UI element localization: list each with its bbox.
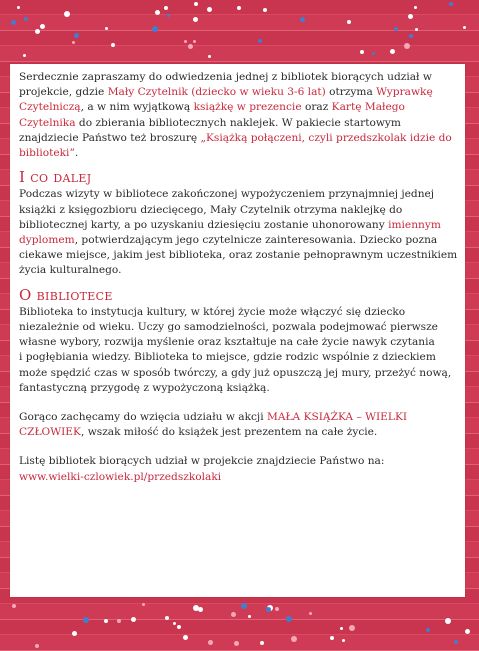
confetti-dot <box>275 607 279 611</box>
confetti-dot <box>465 629 470 634</box>
confetti-dot <box>404 43 410 49</box>
confetti-dot <box>260 641 264 645</box>
confetti-dot <box>449 2 453 6</box>
confetti-dot <box>414 6 417 9</box>
library-paragraph-2: i pogłębiania wiedzy. Biblioteka to miejsce, gdzie rodzic wspólnie z dzieckiem może spędzić czas w sposób twórczy, a gdy już opuszczą jej mury, przeżyć nową, fantastyczną przygodę z wypożyczoną książką. <box>19 351 452 394</box>
confetti-dot <box>142 603 145 606</box>
heading-o-bibliotece: O bibliotece <box>19 285 113 304</box>
confetti-dot <box>40 24 45 29</box>
confetti-dot <box>35 29 40 34</box>
content-text <box>19 70 461 485</box>
confetti-dot <box>35 644 39 648</box>
confetti-dot <box>194 2 198 6</box>
confetti-dot <box>237 6 241 10</box>
confetti-dot <box>24 17 28 21</box>
confetti-dot <box>340 627 343 630</box>
confetti-dot <box>208 55 211 58</box>
confetti-dot <box>173 622 176 625</box>
confetti-dot <box>117 619 121 623</box>
confetti-dot <box>184 40 187 43</box>
confetti-dot <box>188 44 193 49</box>
confetti-dot <box>258 39 262 43</box>
invitation-paragraph: Gorąco zachęcamy do wzięcia udziału w akcji MAŁA KSIĄŻKA – WIELKI CZŁOWIEK, wszak miłość do książek jest prezentem na całe życie. <box>19 411 408 439</box>
confetti-dot <box>167 14 170 17</box>
confetti-dot <box>23 54 26 57</box>
confetti-dot <box>426 628 430 632</box>
confetti-dot <box>234 641 239 646</box>
confetti-dot <box>266 607 271 612</box>
confetti-dot <box>72 41 75 44</box>
confetti-dot <box>349 625 355 631</box>
confetti-dot <box>131 617 136 622</box>
confetti-dot <box>193 40 196 43</box>
confetti-dot <box>104 619 108 623</box>
confetti-dot <box>64 11 70 17</box>
confetti-dot <box>155 10 160 15</box>
confetti-dot <box>241 603 247 609</box>
confetti-dot <box>164 6 168 10</box>
intro-paragraph: Serdecznie zapraszamy do odwiedzenia jednej z bibliotek biorących udział w projekcie, gdzie Mały Czytelnik (dziecko w wieku 3-6 lat) otrzyma Wyprawkę Czytelniczą, a w nim wyjątkową książkę w prezencie oraz Kartę Małego Czytelnika do zbierania bibliotecznych naklejek. W pakiecie startowym znajdziecie Państwo też broszurę „Książką połączeni, czyli przedszkolak idzie do biblioteki”. <box>19 71 452 160</box>
confetti-dot <box>394 27 398 31</box>
confetti-dot <box>415 28 418 31</box>
confetti-dot <box>183 635 188 640</box>
confetti-dot <box>445 618 451 624</box>
confetti-dot <box>193 17 198 22</box>
confetti-dot <box>83 617 89 623</box>
confetti-dot <box>12 604 16 608</box>
confetti-dot <box>231 612 236 617</box>
confetti-dot <box>330 636 334 640</box>
library-list-paragraph: Listę bibliotek biorących udział w projekcie znajdziecie Państwo na: <box>19 455 385 468</box>
confetti-dot <box>72 631 77 636</box>
confetti-dot <box>207 7 212 12</box>
confetti-dot <box>347 20 351 24</box>
confetti-dot <box>11 20 16 25</box>
confetti-dot <box>111 43 115 47</box>
section1-paragraph: Podczas wizyty w bibliotece zakończonej wypożyczeniem przynajmniej jednej książki z księgozbioru dziecięcego, Mały Czytelnik otrzyma naklejkę do bibliotecznej karty, a po uzyskaniu dziesięciu zostanie uhonorowany imiennym dyplomem, potwierdzającym jego czytelnicze zainteresowania. Dziecko pozna ciekawe miejsce, jakim jest biblioteka, oraz zostanie pełnoprawnym uczestnikiem życia kulturalnego. <box>19 188 458 277</box>
confetti-dot <box>300 17 305 22</box>
confetti-dot <box>286 616 292 622</box>
confetti-dot <box>193 605 199 611</box>
confetti-dot <box>165 616 169 620</box>
confetti-dot <box>463 26 466 29</box>
confetti-dot <box>408 14 413 19</box>
confetti-dot <box>263 8 267 12</box>
confetti-dot <box>105 27 108 30</box>
confetti-dot <box>342 639 345 642</box>
confetti-dot <box>409 34 413 38</box>
confetti-dot <box>74 33 79 38</box>
confetti-dot <box>291 636 297 642</box>
confetti-dot <box>208 640 213 645</box>
confetti-dot <box>372 52 375 55</box>
confetti-dot <box>309 612 312 615</box>
confetti-dot <box>17 6 20 9</box>
confetti-dot <box>152 26 158 32</box>
heading-i-co-dalej: I co dalej <box>19 168 92 187</box>
website-link[interactable]: www.wielki-czlowiek.pl/przedszkolaki <box>19 470 222 483</box>
confetti-dot <box>177 625 181 629</box>
confetti-dot <box>360 50 364 54</box>
library-paragraph-1: Biblioteka to instytucja kultury, w której życie może włączyć się dziecko niezależnie od wieku. Uczy go samodzielności, pozwala podejmować pierwsze własne wybory, rozwija myślenie oraz kształtuje na całe życie nawyk czytania <box>19 305 438 349</box>
confetti-dot <box>248 615 251 618</box>
confetti-dot <box>390 49 395 54</box>
confetti-dot <box>454 640 458 644</box>
